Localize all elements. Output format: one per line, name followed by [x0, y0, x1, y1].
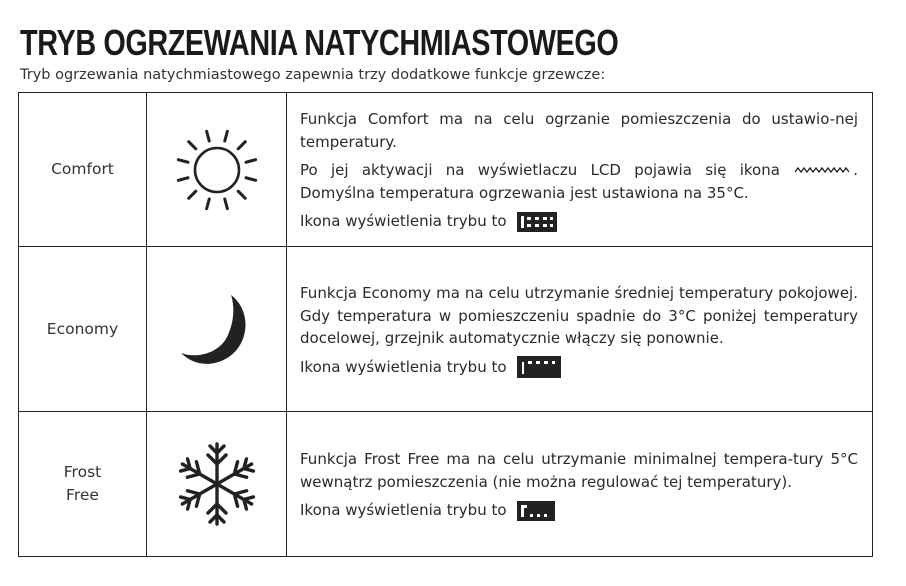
mode-name-comfort: Comfort	[19, 93, 147, 247]
economy-mode-icon-label: Ikona wyświetlenia trybu to	[300, 357, 507, 376]
frost-desc-1: Funkcja Frost Free ma na celu utrzymanie minimalnej tempera-tury 5°C wewnątrz pomieszczenia (nie można regulować tej temperatury).	[300, 450, 858, 491]
moon-icon	[177, 289, 257, 369]
mode-name-frost: Frost	[63, 463, 102, 481]
mode-icon-cell-frost-free	[147, 412, 287, 557]
table-row-economy	[19, 247, 873, 412]
comfort-mode-icon-label: Ikona wyświetlenia trybu to	[300, 212, 507, 231]
mode-name-economy: Economy	[19, 247, 147, 412]
heating-wave-icon	[795, 166, 851, 176]
snowflake-icon	[172, 439, 262, 529]
table-row-frost-free	[19, 412, 873, 557]
economy-mode-icon-line	[300, 356, 858, 379]
page-title: TRYB OGRZEWANIA NATYCHMIASTOWEGO	[20, 22, 619, 63]
frost-mode-icon-line	[300, 499, 858, 522]
modes-table	[18, 92, 873, 557]
comfort-desc-2	[300, 159, 858, 204]
table-row-comfort	[19, 93, 873, 247]
mode-desc-economy	[287, 247, 873, 412]
comfort-desc-2a: Po jej aktywacji na wyświetlaczu LCD pojawia się ikona	[300, 161, 780, 180]
mode-icon-cell-comfort	[147, 93, 287, 247]
mode-name-free: Free	[66, 486, 99, 504]
comfort-desc-2b: . Domyślna temperatura ogrzewania jest ustawiona na 35°C.	[300, 161, 858, 202]
frost-mode-icon-label: Ikona wyświetlenia trybu to	[300, 501, 507, 520]
sun-icon	[171, 124, 263, 216]
lcd-frost-icon	[517, 501, 555, 521]
mode-desc-frost-free	[287, 412, 873, 557]
mode-icon-cell-economy	[147, 247, 287, 412]
mode-desc-comfort	[287, 93, 873, 247]
mode-name-frost-free	[19, 412, 147, 557]
comfort-mode-icon-line	[300, 210, 858, 233]
economy-desc-1: Funkcja Economy ma na celu utrzymanie średniej temperatury pokojowej. Gdy temperatura w pomieszczeniu spadnie do 3°C poniżej temperatury docelowej, grzejnik automatycznie włączy się ponownie.	[300, 284, 858, 347]
lcd-economy-icon	[517, 356, 561, 378]
comfort-desc-1: Funkcja Comfort ma na celu ogrzanie pomieszczenia do ustawio-nej temperatury.	[300, 110, 858, 151]
lcd-comfort-icon	[517, 212, 557, 232]
page-subtitle: Tryb ogrzewania natychmiastowego zapewnia trzy dodatkowe funkcje grzewcze:	[20, 67, 606, 83]
